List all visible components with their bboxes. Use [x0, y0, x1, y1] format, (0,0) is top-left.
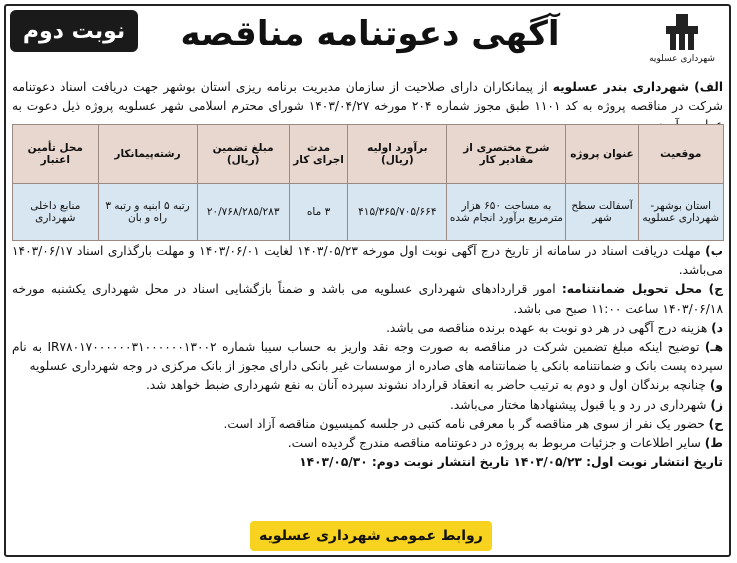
condition-item	[12, 434, 723, 453]
condition-text: مهلت دریافت اسناد در سامانه از تاریخ درج آگهی نوبت اول مورخه ۱۴۰۳/۰۵/۲۳ لغایت ۱۴۰۳/۰۶/۰۱ و مهلت بارگذاری اسناد ۱۴۰۳/۰۶/۱۷ می‌باشد.	[12, 244, 723, 278]
condition-label: و)	[709, 378, 723, 393]
header-guarantee-amount: مبلغ تضمین (ریال)	[197, 125, 289, 184]
condition-item	[12, 376, 723, 395]
condition-item	[12, 319, 723, 338]
condition-label: ب)	[705, 244, 723, 258]
table-header-row	[13, 125, 724, 184]
public-relations-banner: روابط عمومی شهرداری عسلویه	[250, 521, 492, 551]
cell-duration: ۳ ماه	[289, 184, 348, 241]
condition-item	[12, 396, 723, 415]
cell-contractor-field: رتبه ۵ ابنیه و رتبه ۳ راه و بان	[98, 184, 197, 241]
cell-location: استان بوشهر- شهرداری عسلویه	[638, 184, 724, 241]
cell-funding-source: منابع داخلی شهرداری	[13, 184, 99, 241]
conditions-list	[12, 242, 723, 472]
condition-item	[12, 338, 723, 376]
condition-text: هزینه درج آگهی در هر دو نوبت به عهده برنده مناقصه می باشد.	[386, 320, 712, 335]
table-row	[13, 184, 724, 241]
page-title: آگهی دعوتنامه مناقصه	[180, 14, 560, 54]
condition-text: توضیح اینکه مبلغ تضمین شرکت در مناقصه به صورت وجه نقد واریز به حساب سیبا شماره IR۷۸۰۱۷۰۰۰۰۰۰۳۱۰۰۰۰۰۰۱۳۰۰۲ به نام سپرده پست بانک و ضمانتنامه بانکی یا ضمانتنامه های صادره از موسسات غیر بانکی دارای مجوز از بانک مرکزی در وجه شهرداری عسلویه	[12, 340, 723, 374]
cell-project-title: آسفالت سطح شهر	[566, 184, 638, 241]
header-funding-source: محل تأمین اعتبار	[13, 125, 99, 184]
header-project-title: عنوان پروژه	[566, 125, 638, 184]
cell-initial-estimate: ۴۱۵/۳۶۵/۷۰۵/۶۶۴	[348, 184, 447, 241]
condition-text: امور قراردادهای شهرداری عسلویه می باشد و ضمناً بازگشایی اسناد در محل شهرداری یکشنبه مورخه ۱۴۰۳/۰۶/۱۸ ساعت ۱۱:۰۰ صبح می باشد.	[12, 282, 723, 316]
intro-label: الف)	[694, 80, 724, 94]
round-badge: نوبت دوم	[10, 10, 138, 52]
publication-dates: تاریخ انتشار نوبت اول: ۱۴۰۳/۰۵/۲۳ تاریخ انتشار نوبت دوم: ۱۴۰۳/۰۵/۳۰	[299, 455, 723, 470]
condition-label: ج) محل تحویل ضمانتنامه:	[561, 282, 724, 297]
condition-item	[12, 415, 723, 434]
condition-label: د)	[711, 320, 723, 335]
condition-text: شهرداری در رد و یا قبول پیشنهادها مختار می‌باشد.	[450, 397, 711, 412]
condition-label: ز)	[710, 397, 723, 412]
logo-icon	[662, 12, 702, 52]
header-duration: مدت اجرای کار	[289, 125, 348, 184]
intro-text: از پیمانکاران دارای صلاحیت از سازمان مدیریت برنامه ریزی استان بوشهر جهت دریافت اسناد دعوتنامه شرکت در مناقصه پروژه به کد ۱۱۰۱ طبق مجوز شماره ۲۰۴ مورخه ۱۴۰۳/۰۴/۲۷ شورای محترم اسلامی شهر عسلویه پروژه ذیل دعوت به	[12, 80, 723, 113]
municipality-logo	[647, 12, 717, 74]
condition-text: چنانچه برندگان اول و دوم به ترتیب حاضر به انعقاد قرارداد نشوند سپرده آنان به نفع شهرداری ضبط خواهد شد.	[145, 378, 710, 393]
condition-item	[12, 280, 723, 318]
tender-table	[12, 124, 724, 241]
header-work-description: شرح مختصری از مقادیر کار	[447, 125, 566, 184]
condition-item	[12, 242, 723, 280]
header-initial-estimate: برآورد اولیه (ریال)	[348, 125, 447, 184]
condition-label: ط)	[704, 436, 723, 451]
header-contractor-field: رشته‌پیمانکار	[98, 125, 197, 184]
condition-label: ح)	[708, 416, 723, 431]
header-location: موقعیت	[638, 125, 724, 184]
condition-label: هـ)	[704, 340, 724, 355]
cell-guarantee-amount: ۲۰/۷۶۸/۲۸۵/۲۸۳	[197, 184, 289, 241]
cell-work-description: به مساحت ۶۵۰ هزار مترمربع برآورد انجام شده	[447, 184, 566, 241]
condition-text: حضور یک نفر از سوی هر مناقصه گر با معرفی نامه کتبی در جلسه کمیسیون مناقصه آزاد است.	[223, 416, 709, 431]
intro-bold: شهرداری بندر عسلویه	[552, 80, 689, 94]
condition-text: سایر اطلاعات و جزئیات مربوط به پروژه در دعوتنامه مناقصه مندرج گردیده است.	[287, 436, 705, 451]
logo-caption: شهرداری عسلویه	[649, 54, 715, 64]
